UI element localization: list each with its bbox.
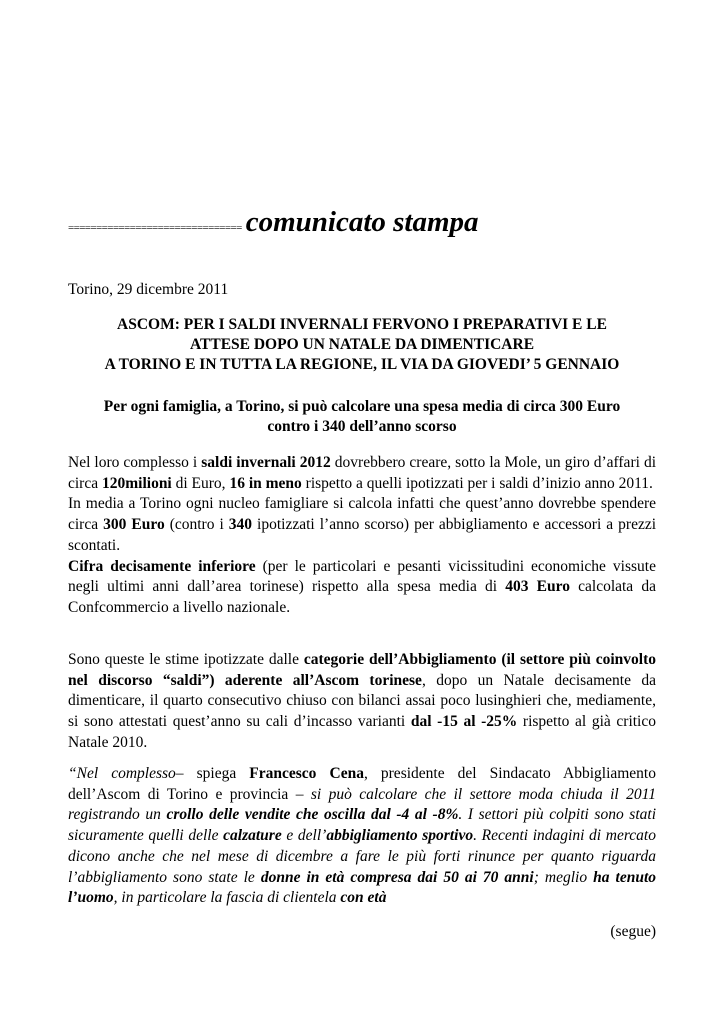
paragraph-1 [68, 453, 656, 619]
header-rule: =============================== [68, 222, 242, 234]
text-run: rispetto a quelli ipotizzati per i saldi d’inizio anno 2011. [301, 474, 653, 492]
bold-run: 403 Euro [505, 578, 570, 596]
bold-italic-run: donne in età compresa dai 50 ai 70 anni [260, 868, 534, 886]
text-run: Sono queste le stime ipotizzate dalle [68, 651, 304, 668]
text-run: di Euro, [171, 474, 230, 492]
header-title: comunicato stampa [245, 206, 479, 238]
italic-run: si può calcolare che il settore moda chiuda il 2011 registrando un [68, 785, 657, 824]
text-run: In media a Torino ogni nucleo famigliare si calcola infatti che quest’anno dovrebbe spendere circa [68, 495, 656, 534]
bold-run: 340 [228, 516, 253, 534]
bold-italic-run: con età [340, 889, 387, 907]
dateline: Torino, 29 dicembre 2011 [68, 281, 229, 298]
text-run: dovrebbero creare, sotto la Mole, un giro d’affari di circa [68, 454, 656, 492]
bold-italic-run: ha tenuto l’uomo [68, 868, 656, 907]
italic-run: . Recenti indagini di mercato dicono anche che nel mese di dicembre a fare le più forti rinunce per quanto riguarda l’abbigliamento sono state le [68, 827, 656, 886]
italic-run: , in particolare la fascia di clientela [113, 889, 341, 907]
press-release-header [68, 206, 656, 239]
text-run: rispetto al già critico Natale 2010. [68, 713, 656, 751]
continues-marker: (segue) [610, 923, 656, 940]
bold-run: Francesco Cena [249, 765, 364, 782]
bold-run: 16 in meno [229, 474, 302, 492]
bold-run: dal -15 al -25% [410, 713, 518, 731]
headline-line-2: ATTESE DOPO UN NATALE DA DIMENTICARE [189, 336, 535, 353]
bold-run: categorie dell’Abbigliamento (il settore più coinvolto nel discorso “saldi”) aderente all’Ascom torinese [68, 651, 657, 689]
subheadline-line-1: Per ogni famiglia, a Torino, si può calcolare una spesa media di circa 300 Euro [103, 398, 621, 415]
headline-line-3: A TORINO E IN TUTTA LA REGIONE, IL VIA DA GIOVEDI’ 5 GENNAIO [104, 356, 620, 373]
text-run: , presidente del Sindacato Abbigliamento dell’Ascom di Torino e provincia – [68, 765, 656, 803]
subheadline [68, 397, 656, 437]
text-run: – spiega [175, 765, 250, 782]
subheadline-line-2: contro i 340 dell’anno scorso [267, 418, 457, 435]
italic-run: . I settori più colpiti sono stati sicuramente quelli delle [68, 806, 657, 845]
bold-run: 120milioni [101, 474, 172, 492]
text-run: (per le particolari e pesanti vicissitudini economiche vissute negli ultimi anni dall’area torinese) rispetto alla spesa media di [68, 557, 656, 596]
bold-italic-run: crollo delle vendite che oscilla dal -4 al -8% [166, 806, 459, 824]
headline [68, 315, 656, 375]
bold-run: saldi invernali 2012 [201, 454, 331, 471]
text-run: (contro i [164, 516, 229, 534]
text-run: Nel loro complesso i [68, 454, 202, 471]
italic-run: e dell’ [281, 827, 327, 845]
italic-run: ; meglio [533, 868, 594, 886]
text-run: ipotizzati l’anno scorso) per abbigliamento e accessori a prezzi scontati. [68, 516, 657, 554]
bold-italic-run: calzature [223, 827, 282, 845]
text-run: calcolata da Confcommercio a livello nazionale. [68, 578, 656, 616]
paragraph-2 [68, 650, 656, 754]
paragraph-3 [68, 764, 656, 909]
italic-run: “Nel complesso [68, 765, 176, 782]
bold-run: 300 Euro [103, 516, 165, 534]
bold-run: Cifra decisamente inferiore [68, 557, 256, 575]
headline-line-1: ASCOM: PER I SALDI INVERNALI FERVONO I PREPARATIVI E LE [117, 316, 607, 333]
bold-italic-run: abbigliamento sportivo [326, 827, 474, 845]
text-run: , dopo un Natale decisamente da dimenticare, il quarto consecutivo chiuso con bilanci assai poco lusinghieri che, mediamente, si sono attestati quest’anno su cali d’incasso varianti [68, 671, 656, 731]
